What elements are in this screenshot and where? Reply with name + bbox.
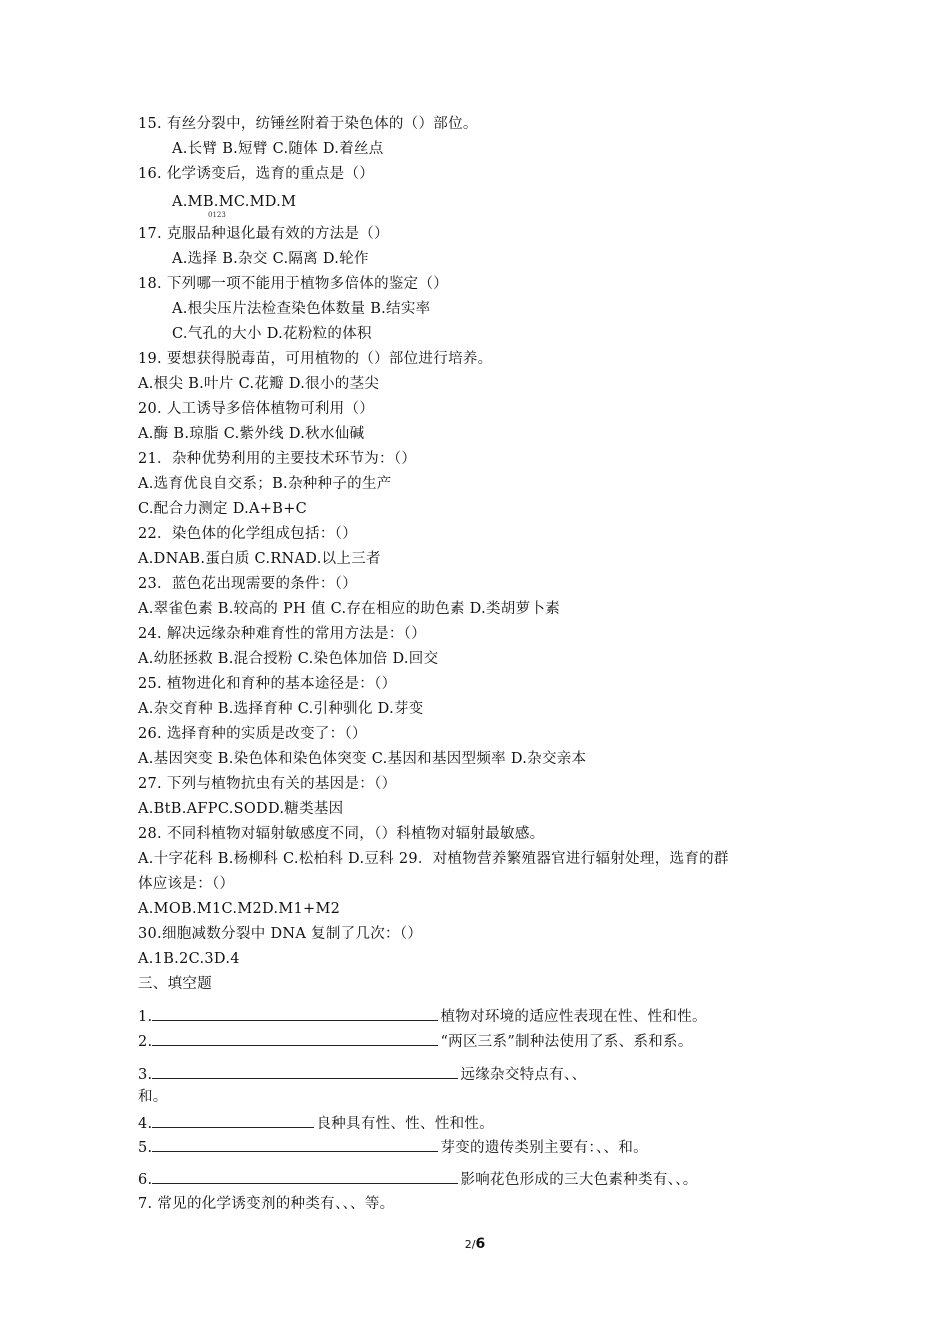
fill-blank-2-line bbox=[152, 1031, 438, 1046]
question-16-subscript: 0123 bbox=[208, 211, 226, 219]
fill-blank-2-number: 2. bbox=[138, 1034, 153, 1050]
fill-blank-3-text: 远缘杂交特点有、、 bbox=[460, 1067, 587, 1083]
question-30-stem: 30.细胞减数分裂中 DNA 复制了几次：（） bbox=[138, 926, 423, 942]
question-18-options-1: A.根尖压片法检查染色体数量 B.结实率 bbox=[172, 301, 431, 317]
fill-blank-6-line bbox=[152, 1169, 458, 1184]
fill-blank-3-number: 3. bbox=[138, 1067, 153, 1083]
question-18-stem: 18. 下列哪一项不能用于植物多倍体的鉴定（） bbox=[138, 276, 449, 292]
question-29-stem-continued: 体应该是：（） bbox=[138, 876, 235, 892]
question-23-options: A.翠雀色素 B.较高的 PH 值 C.存在相应的助色素 D.类胡萝卜素 bbox=[138, 601, 560, 617]
fill-blank-7-text: 常见的化学诱变剂的种类有、、、等。 bbox=[157, 1196, 395, 1212]
question-15-options: A.长臂 B.短臂 C.随体 D.着丝点 bbox=[172, 141, 384, 157]
fill-blank-5-line bbox=[152, 1137, 438, 1152]
question-22-stem: 22．染色体的化学组成包括：（） bbox=[138, 526, 357, 542]
fill-blank-4-number: 4. bbox=[138, 1116, 153, 1132]
question-20-stem: 20. 人工诱导多倍体植物可利用（） bbox=[138, 401, 375, 417]
question-17-stem: 17. 克服品种退化最有效的方法是（） bbox=[138, 226, 389, 242]
question-21-options-2: C.配合力测定 D.A+B+C bbox=[138, 501, 308, 517]
question-17-options: A.选择 B.杂交 C.隔离 D.轮作 bbox=[172, 251, 369, 267]
fill-blank-3-continuation: 和。 bbox=[138, 1089, 168, 1105]
section-title: 三、填空题 bbox=[138, 976, 212, 992]
fill-blank-5 bbox=[138, 1137, 648, 1158]
fill-blank-4-text: 良种具有性、性、性和性。 bbox=[316, 1116, 495, 1132]
fill-blank-7-number: 7. bbox=[138, 1196, 153, 1212]
fill-blank-1 bbox=[138, 1006, 707, 1027]
question-19-options: A.根尖 B.叶片 C.花瓣 D.很小的茎尖 bbox=[138, 376, 380, 392]
fill-blank-3 bbox=[138, 1064, 586, 1085]
question-16-stem: 16. 化学诱变后，选育的重点是（） bbox=[138, 166, 375, 182]
question-29-options: A.MOB.M1C.M2D.M1+M2 bbox=[138, 901, 341, 917]
fill-blank-5-number: 5. bbox=[138, 1140, 153, 1156]
question-21-options-1: A.选育优良自交系；B.杂种种子的生产 bbox=[138, 476, 392, 492]
question-30-options: A.1B.2C.3D.4 bbox=[138, 951, 240, 967]
question-26-options: A.基因突变 B.染色体和染色体突变 C.基因和基因型频率 D.杂交亲本 bbox=[138, 751, 587, 767]
fill-blank-6-number: 6. bbox=[138, 1172, 153, 1188]
fill-blank-6-text: 影响花色形成的三大色素种类有、、。 bbox=[460, 1172, 698, 1188]
fill-blank-4-line bbox=[152, 1113, 314, 1128]
fill-blank-3-line bbox=[152, 1064, 458, 1079]
fill-blank-5-text: 芽变的遗传类别主要有：、、和。 bbox=[440, 1140, 648, 1156]
question-22-options: A.DNAB.蛋白质 C.RNAD.以上三者 bbox=[138, 551, 381, 567]
fill-blank-1-line bbox=[152, 1006, 438, 1021]
fill-blank-7 bbox=[138, 1194, 394, 1214]
question-28-options: A.十字花科 B.杨柳科 C.松柏科 D.豆科 29．对植物营养繁殖器官进行辐射处理，选育的群 bbox=[138, 851, 729, 867]
question-20-options: A.酶 B.琼脂 C.紫外线 D.秋水仙碱 bbox=[138, 426, 365, 442]
question-21-stem: 21．杂种优势利用的主要技术环节为：（） bbox=[138, 451, 417, 467]
fill-blank-2 bbox=[138, 1031, 693, 1052]
question-16-options: A.MB.MC.MD.M bbox=[172, 194, 297, 210]
fill-blank-4 bbox=[138, 1113, 494, 1134]
question-15-stem: 15. 有丝分裂中，纺锤丝附着于染色体的（）部位。 bbox=[138, 116, 478, 132]
fill-blank-6 bbox=[138, 1169, 698, 1190]
question-28-stem: 28. 不同科植物对辐射敏感度不同，（）科植物对辐射最敏感。 bbox=[138, 826, 545, 842]
question-23-stem: 23．蓝色花出现需要的条件：（） bbox=[138, 576, 357, 592]
question-27-options: A.BtB.AFPC.SODD.糖类基因 bbox=[138, 801, 344, 817]
question-26-stem: 26. 选择育种的实质是改变了：（） bbox=[138, 726, 367, 742]
page-number-current: 2/ bbox=[464, 1238, 476, 1251]
question-25-stem: 25. 植物进化和育种的基本途径是：（） bbox=[138, 676, 397, 692]
fill-blank-2-text: “两区三系”制种法使用了系、系和系。 bbox=[440, 1034, 693, 1050]
question-27-stem: 27. 下列与植物抗虫有关的基因是：（） bbox=[138, 776, 397, 792]
question-24-options: A.幼胚拯救 B.混合授粉 C.染色体加倍 D.回交 bbox=[138, 651, 439, 667]
page-number bbox=[0, 1236, 950, 1252]
question-19-stem: 19. 要想获得脱毒苗，可用植物的（）部位进行培养。 bbox=[138, 351, 493, 367]
question-24-stem: 24. 解决远缘杂种难育性的常用方法是：（） bbox=[138, 626, 427, 642]
fill-blank-1-text: 植物对环境的适应性表现在性、性和性。 bbox=[440, 1009, 707, 1025]
question-18-options-2: C.气孔的大小 D.花粉粒的体积 bbox=[172, 326, 372, 342]
page-number-total: 6 bbox=[475, 1236, 486, 1252]
question-25-options: A.杂交育种 B.选择育种 C.引种驯化 D.芽变 bbox=[138, 701, 424, 717]
fill-blank-1-number: 1. bbox=[138, 1009, 153, 1025]
